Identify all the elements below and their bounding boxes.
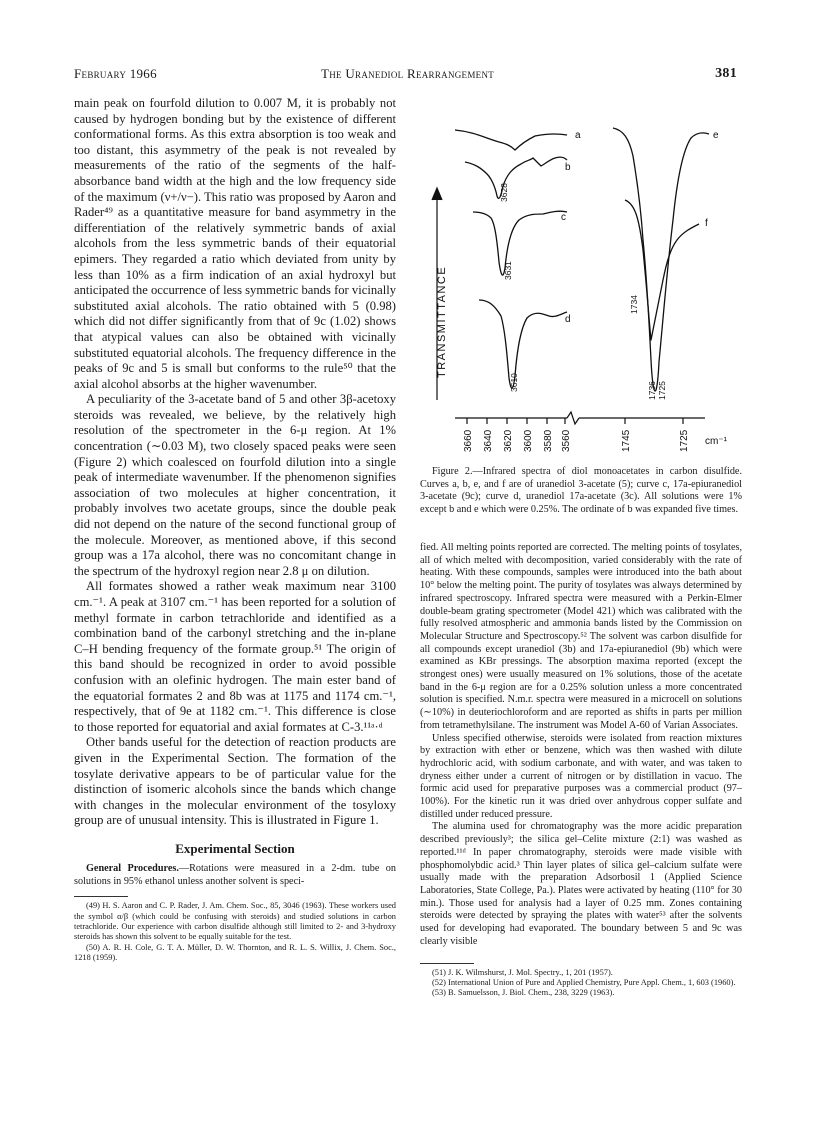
- paragraph: The alumina used for chromatography was the more acidic preparation described previously³; the silica gel–Celite mixture (2:1) was washed as reported.¹¹ᵈ In paper chromatography, steroids were made visible with phosphomolybdic acid.³ Thin layer plates of silica gel–calcium sulfate were usually made with the preparation Adsorbosil 1 (Applied Science Laboratories, State College, Pa.). Plates were activated by heating (110° for 30 min.). Those used for analysis had a layer of 0.25 mm. Zones containing steroids were detected by spraying the plates with water⁵³ after the solvents used for developing had evaporated. The boundary between 5 and 9c was clearly visible: [420, 821, 742, 947]
- right-column: [420, 542, 742, 998]
- y-axis-label: TRANSMITTANCE: [436, 265, 448, 378]
- footnote-rule: [420, 963, 474, 964]
- peak-label-1736: 1736: [647, 381, 657, 400]
- tick-label: 1745: [621, 429, 632, 452]
- curve-d: [479, 300, 567, 388]
- curve-c: [473, 211, 567, 275]
- footnote: (52) International Union of Pure and Applied Chemistry, Pure Appl. Chem., 1, 603 (1960).: [432, 977, 736, 987]
- tick-label: 3620: [503, 429, 514, 452]
- figure-caption: [420, 466, 742, 517]
- peak-label-1734: 1734: [629, 295, 639, 314]
- page-number: 381: [715, 66, 737, 81]
- running-header-date: February 1966: [74, 66, 157, 81]
- footnote-rule: [74, 896, 128, 897]
- tick-label: 3640: [483, 429, 494, 452]
- tick-label: 3600: [523, 429, 534, 452]
- paragraph: A peculiarity of the 3-acetate band of 5 and other 3β-acetoxy steroids was revealed, we believe, by the relatively high resolution of the spectrometer in the 6-μ region. At 1% concentration (∼0.03 M), two closely spaced peaks were seen (Figure 2) which coalesced on fourfold dilution into a single peak of intermediate wavenumber. If the phenomenon signifies association of two molecules at higher concentration, it probably involves two acetate groups, since the double peak did not depend on the nature of the second functional group of the molecule. Moreover, as mentioned above, if this second group was a 17a alcohol, there was no concomitant change in the spectrum of the hydroxyl region near 2.8 μ on dilution.: [74, 392, 396, 578]
- figure-caption-text: Figure 2.—Infrared spectra of diol monoacetates in carbon disulfide. Curves a, b, e, and f are of uranediol 3-acetate (5); curve c, 17a-epiuranediol 3-acetate (9c); curve d, uranediol 17a-acetate (3c). All solutions were 1% except b and e which were 0.25%. The ordinate of b was expanded five times.: [420, 466, 742, 516]
- footnote: (50) A. R. H. Cole, G. T. A. Müller, D. W. Thornton, and R. L. S. Willix, J. Chem. Soc., 1218 (1959).: [74, 942, 396, 962]
- curve-e: [613, 128, 709, 391]
- curve-label-e: e: [713, 130, 719, 141]
- ir-spectra-plot: [415, 100, 755, 470]
- general-procedures-text: —Rotations were measured in a 2-dm. tube on solutions in 95% ethanol unless another solvent is speci-: [74, 862, 396, 887]
- paragraph: All formates showed a rather weak maximum near 3100 cm.⁻¹. A peak at 3107 cm.⁻¹ has been reported for a solution of methyl formate in carbon tetrachloride and identified as a combination band of the carbonyl stretching and the in-plane C–H bending frequency of the formate group.⁵¹ The origin of this band should be recognized in order to avoid possible confusion with an olefinic hydrogen. The main ester band of the equatorial formates 2 and 8b was at 1175 and 1174 cm.⁻¹, respectively, that of 9e at 1182 cm.⁻¹. This difference is close to those reported for equatorial and axial formates at C-3.¹¹ᵃ·ᵈ: [74, 579, 396, 734]
- general-procedures-paragraph: [74, 863, 396, 888]
- tick-label: 3560: [561, 429, 572, 452]
- paragraph: main peak on fourfold dilution to 0.007 M, it is probably not caused by hydrogen bonding but by the existence of different conformational forms. As this extra absorption is too weak and too distant, this asymmetry of the peak is not revealed by measurements of the ratio of the segments of the half-absorbance band width at the high and the low frequency side of the maximum (ν+/ν−). This ratio was proposed by Aaron and Rader⁴⁹ as a quantitative measure for band asymmetry in the differentiation of the relatively symmetric bands of axial alcohols from the less symmetric bands of their equatorial epimers. They regarded a ratio which deviated from unity by less than 10% as a firm indication of an axial hydroxyl but anticipated the occurrence of less symmetric bands for vicinally substituted axial alcohols. The ratio obtained with 5 (0.98) which did not differ significantly from that of 9c (1.02) shows that atypical values can also be obtained with vicinally substituted equatorial alcohols. The frequency difference in the peaks of 9c and 5 is small but conforms to the rule⁵⁰ that the axial alcohol absorbs at the higher wavenumber.: [74, 96, 396, 391]
- tick-label: 3660: [463, 429, 474, 452]
- left-column: [74, 96, 396, 963]
- footnote: (53) B. Samuelsson, J. Biol. Chem., 238, 3229 (1963).: [432, 988, 615, 998]
- curve-f: [625, 200, 699, 340]
- footnote: (51) J. K. Wilmshurst, J. Mol. Spectry., 1, 201 (1957).: [432, 967, 613, 977]
- curve-label-b: b: [565, 162, 571, 173]
- peak-label-3631: 3631: [503, 261, 513, 280]
- curve-label-c: c: [561, 212, 566, 223]
- tick-label: 3580: [543, 429, 554, 452]
- tick-label: 1725: [679, 429, 690, 452]
- running-header-title: The Uranediol Rearrangement: [320, 66, 495, 81]
- curve-a: [455, 130, 567, 150]
- paragraph: fied. All melting points reported are corrected. The melting points of tosylates, all of which melted with decomposition, varied considerably with the rate of heating. With these compounds, samples were introduced into the bath about 10° below the melting point. The purity of tosylates was always determined by infrared spectroscopy. Infrared spectra were measured with a Perkin-Elmer double-beam grating spectrometer (Model 421) which was calibrated with the fully resolved atmospheric and ammonia bands listed by the Commission on Molecular Structure and Spectroscopy.⁵² The solvent was carbon disulfide for all compounds except uranediol (3b) and 17a-epiuranediol (9b) which were examined as KBr pressings. The absorption maxima reported (except the strongest ones) were usually measured on 1% solutions, those of the acetate band in the 6-μ region are for a 0.25% solution unless a more concentrated solution is specified. N.m.r. spectra were measured in a microcell on solutions (∼10%) in deuteriochloroform and are reported as shifts in parts per million from tetramethylsilane. The instrument was Model A-60 of Varian Associates.: [420, 542, 742, 731]
- figure-2: [415, 100, 755, 470]
- curve-label-f: f: [705, 218, 708, 229]
- peak-label-1725: 1725: [657, 381, 667, 400]
- curve-label-d: d: [565, 314, 571, 325]
- footnote: (49) H. S. Aaron and C. P. Rader, J. Am. Chem. Soc., 85, 3046 (1963). These workers used the symbol α/β (which could be confusing with steroids) and studied solutions in carbon tetrachloride. Our experience with carbon disulfide although still limited to 2- and 3-hydroxy steroids has shown this solvent to be equally suitable for the test.: [74, 901, 396, 942]
- curve-b: [465, 157, 567, 198]
- paragraph: Unless specified otherwise, steroids were isolated from reaction mixtures by extraction with ether or benzene, which was then washed with dilute hydrochloric acid, with sodium carbonate, and with water, and was taken to dryness either under a current of nitrogen or by distillation in vacuo. The formic acid used for preparative purposes was a commercial product (97–100%). For the kinetic run it was dried over anhydrous copper sulfate and distilled under reduced pressure.: [420, 732, 742, 820]
- general-procedures-heading: General Procedures.: [86, 862, 179, 874]
- peak-label-3628: 3628: [499, 183, 509, 202]
- curve-label-a: a: [575, 130, 581, 141]
- x-axis-unit: cm⁻¹: [705, 436, 727, 447]
- peak-label-3610: 3610: [509, 373, 519, 392]
- axis-break: [567, 412, 579, 424]
- section-title: Experimental Section: [175, 840, 295, 856]
- paragraph: Other bands useful for the detection of reaction products are given in the Experimental Section. The formation of the tosylate derivative appears to be of particular value for the distinction of isomeric alcohols since the bands which change with changes in the molecular environment of the tosyloxy group are of unusual intensity. This is illustrated in Figure 1.: [74, 735, 396, 828]
